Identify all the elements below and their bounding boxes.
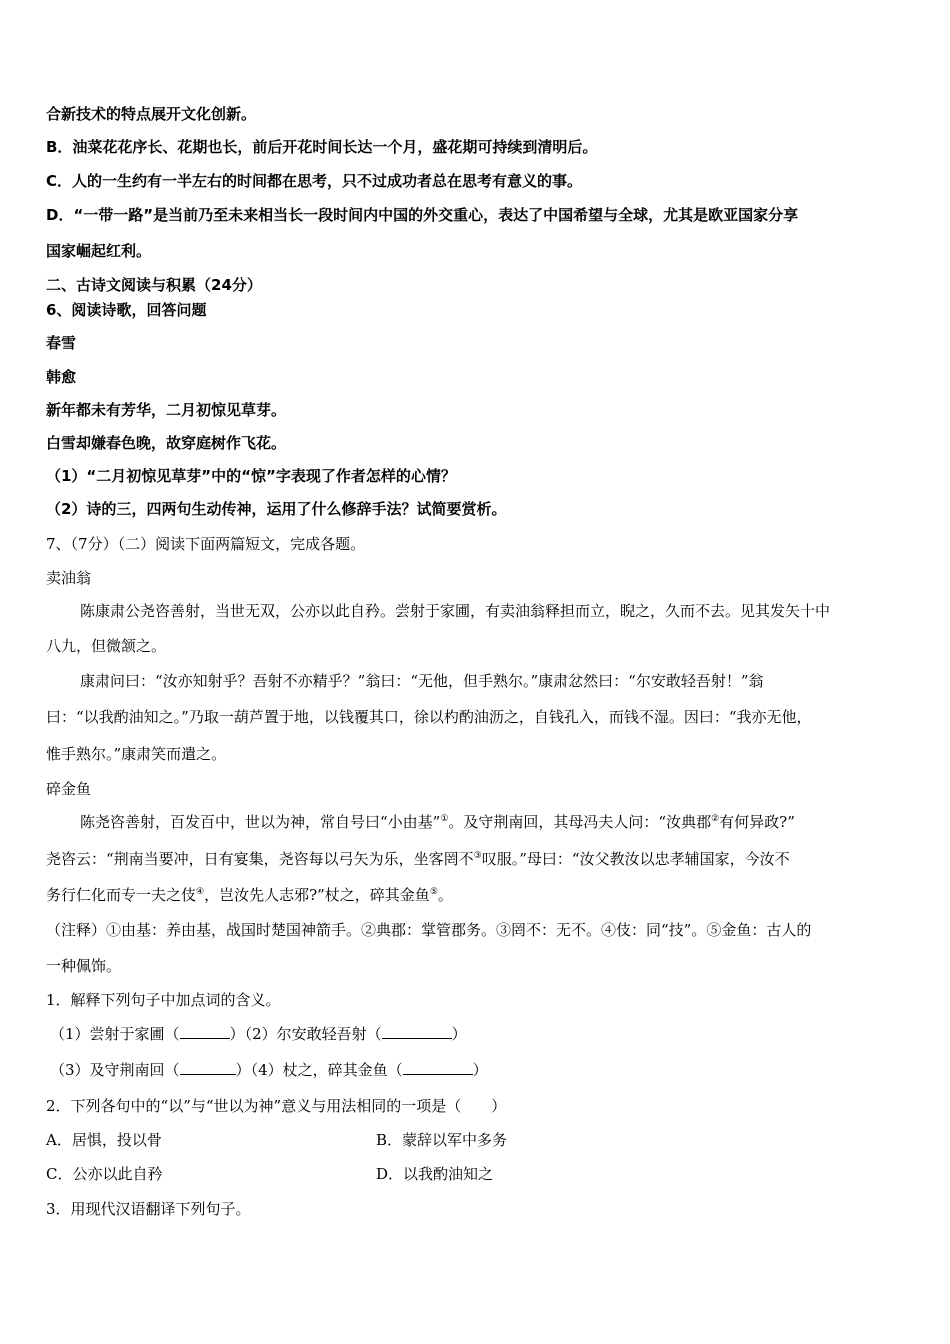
text1-p1-line1: 陈康肃公尧咨善射，当世无双，公亦以此自矜。尝射于家圃，有卖油翁释担而立，睨之，久而不去。见其发矢十中: [80, 602, 831, 620]
option-c: C．人的一生约有一半左右的时间都在思考，只不过成功者总在思考有意义的事。: [46, 172, 583, 190]
poem-line-2: 白雪却嫌春色晚，故穿庭树作飞花。: [46, 434, 287, 452]
q6-stem: 6、阅读诗歌，回答问题: [46, 301, 207, 319]
option-c[interactable]: C．公亦以此自矜: [46, 1165, 163, 1183]
sub-question-2: 2．下列各句中的“以”与“世以为神”意义与用法相同的一项是（ ）: [46, 1097, 507, 1115]
option-d-line1: D．“一带一路”是当前乃至未来相当长一段时间内中国的外交重心，表达了中国希望与全球，尤其是欧亚国家分享: [46, 206, 799, 224]
option-d-line2: 国家崛起红利。: [46, 242, 152, 260]
text1-p2-line3: 惟手熟尔。”康肃笑而遣之。: [46, 745, 227, 763]
answer-blank-2[interactable]: [382, 1024, 452, 1039]
notes-line1: （注释）①由基：养由基，战国时楚国神箭手。②典郡：掌管郡务。③罔不：无不。④伎：同“技”。⑤金鱼：古人的: [46, 921, 812, 939]
text1-p2-line2: 曰：“以我酌油知之。”乃取一葫芦置于地，以钱覆其口，徐以杓酌油沥之，自钱孔入，而钱不湿。因曰：“我亦无他，: [46, 708, 812, 726]
answer-blank-3[interactable]: [180, 1060, 236, 1075]
text2-line3: 务行仁化而专一夫之伎④，岂汝先人志邪?”杖之，碎其金鱼⑤。: [46, 886, 453, 904]
poem-title: 春雪: [46, 334, 77, 352]
answer-blank-1[interactable]: [180, 1024, 230, 1039]
text2-line1: 陈尧咨善射，百发百中，世以为神，常自号曰“小由基”①。及守荆南回，其母冯夫人问：“汝典郡②有何异政?”: [80, 813, 795, 831]
option-a[interactable]: A．居惧，投以骨: [46, 1131, 162, 1149]
notes-line2: 一种佩饰。: [46, 957, 122, 975]
text1-p1-line2: 八九，但微颔之。: [46, 637, 167, 655]
answer-blank-4[interactable]: [403, 1060, 473, 1075]
text1-title: 卖油翁: [46, 569, 92, 587]
poem-line-1: 新年都未有芳华，二月初惊见草芽。: [46, 401, 287, 419]
text1-p2-line1: 康肃问曰：“汝亦知射乎？吾射不亦精乎？”翁曰：“无他，但手熟尔。”康肃忿然曰：“尔安敢轻吾射！”翁: [80, 672, 764, 690]
option-d[interactable]: D．以我酌油知之: [376, 1165, 494, 1183]
sub-question-3: 3．用现代汉语翻译下列句子。: [46, 1200, 251, 1218]
text2-title: 碎金鱼: [46, 780, 92, 798]
section-heading: 二、古诗文阅读与积累（24分）: [46, 276, 262, 294]
option-b: B．油菜花花序长、花期也长，前后开花时间长达一个月，盛花期可持续到清明后。: [46, 138, 598, 156]
q7-stem: 7、（7分）（二）阅读下面两篇短文，完成各题。: [46, 535, 366, 553]
sub-question-1-row1: （1）尝射于家圃（ ）（2）尔安敢轻吾射（ ）: [50, 1025, 467, 1043]
sub-question-1-row2: （3）及守荆南回（ ）（4）杖之，碎其金鱼（ ）: [50, 1061, 488, 1079]
poem-author: 韩愈: [46, 368, 77, 386]
q6-sub2: （2）诗的三，四两句生动传神，运用了什么修辞手法？试简要赏析。: [46, 500, 507, 518]
sub-question-1: 1．解释下列句子中加点词的含义。: [46, 991, 281, 1009]
option-a-tail: 合新技术的特点展开文化创新。: [46, 105, 257, 123]
text2-line2: 尧咨云：“荆南当要冲，日有宴集，尧咨每以弓矢为乐，坐客罔不③叹服。”母曰：“汝父教汝以忠孝辅国家，今汝不: [46, 850, 790, 868]
q6-sub1: （1）“二月初惊见草芽”中的“惊”字表现了作者怎样的心情？: [46, 467, 456, 485]
option-b[interactable]: B．蒙辞以军中多务: [376, 1131, 508, 1149]
